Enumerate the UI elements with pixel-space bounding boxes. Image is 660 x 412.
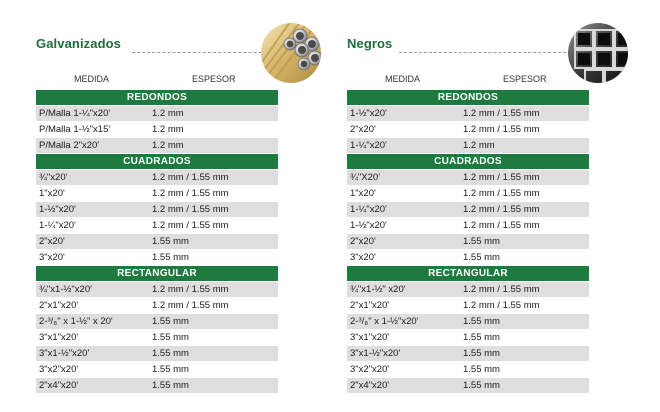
table-row [347, 234, 589, 249]
espesor-cell: 1.2 mm [152, 124, 184, 135]
section-header-cuadrados: CUADRADOS [36, 154, 278, 169]
section-header-cuadrados: CUADRADOS [347, 154, 589, 169]
espesor-cell: 1.2 mm / 1.55 mm [463, 284, 540, 295]
espesor-cell: 1.2 mm / 1.55 mm [152, 204, 229, 215]
espesor-cell: 1.2 mm / 1.55 mm [152, 188, 229, 199]
espesor-cell: 1.55 mm [463, 364, 500, 375]
medida-cell: 3"x1"x20' [350, 332, 390, 343]
table-row [36, 282, 278, 297]
espesor-cell: 1.55 mm [152, 364, 189, 375]
table-row [347, 202, 589, 217]
table-row [347, 186, 589, 201]
galvanizados-panel [36, 0, 328, 412]
espesor-cell: 1.2 mm / 1.55 mm [463, 108, 540, 119]
table-row [347, 106, 589, 121]
table-row [347, 218, 589, 233]
espesor-cell: 1.55 mm [463, 252, 500, 263]
table-row [347, 314, 589, 329]
table-row [36, 138, 278, 153]
medida-cell: ¾"x20' [39, 172, 68, 183]
medida-cell: 2"x4"x20' [350, 380, 390, 391]
espesor-cell: 1.2 mm [152, 108, 184, 119]
espesor-cell: 1.2 mm [152, 140, 184, 151]
medida-cell: 2"x20' [350, 236, 376, 247]
medida-cell: 2-³/₈" x 1-½"x20' [350, 316, 419, 327]
section-header-rectangular: RECTANGULAR [347, 266, 589, 281]
section-header-redondos: REDONDOS [36, 90, 278, 105]
medida-cell: 1"x20' [350, 188, 376, 199]
table-row [347, 330, 589, 345]
espesor-cell: 1.55 mm [152, 252, 189, 263]
medida-cell: 1-½"x20' [39, 204, 76, 215]
medida-cell: P/Malla 2"x20' [39, 140, 100, 151]
espesor-cell: 1.55 mm [152, 332, 189, 343]
table-row [36, 234, 278, 249]
table-row [36, 170, 278, 185]
table-row [36, 106, 278, 121]
section-header-redondos: REDONDOS [347, 90, 589, 105]
medida-cell: 2"x20' [39, 236, 65, 247]
table-row [36, 122, 278, 137]
medida-cell: 1-¼"x20' [350, 204, 387, 215]
espesor-cell: 1.55 mm [463, 380, 500, 391]
negros-panel [347, 0, 639, 412]
medida-cell: 3"x1-½"x20' [39, 348, 90, 359]
table-row [347, 250, 589, 265]
espesor-cell: 1.2 mm / 1.55 mm [463, 172, 540, 183]
medida-cell: 1-½"x20' [350, 220, 387, 231]
col-espesor-header: ESPESOR [503, 74, 547, 84]
table-row [347, 378, 589, 393]
espesor-cell: 1.55 mm [152, 316, 189, 327]
medida-cell: 3"x1"x20' [39, 332, 79, 343]
medida-cell: 1-¼"x20' [350, 140, 387, 151]
medida-cell: 2-³/₈" x 1-½" x 20' [39, 316, 113, 327]
medida-cell: P/Malla 1-¼"x20' [39, 108, 111, 119]
espesor-cell: 1.2 mm / 1.55 mm [463, 204, 540, 215]
table-row [36, 186, 278, 201]
medida-cell: P/Malla 1-½"x15' [39, 124, 111, 135]
medida-cell: 2"x1"x20' [350, 300, 390, 311]
espesor-cell: 1.2 mm [463, 140, 495, 151]
table-row [36, 330, 278, 345]
medida-cell: 3"x20' [39, 252, 65, 263]
medida-cell: ¾"X20' [350, 172, 381, 183]
table-row [347, 298, 589, 313]
medida-cell: ¾"x1-½"x20' [39, 284, 92, 295]
espesor-cell: 1.55 mm [152, 348, 189, 359]
espesor-cell: 1.2 mm / 1.55 mm [152, 172, 229, 183]
medida-cell: 3"x1-½"x20' [350, 348, 401, 359]
medida-cell: 2"x20' [350, 124, 376, 135]
espesor-cell: 1.2 mm / 1.55 mm [463, 124, 540, 135]
panel-title: Negros [347, 36, 393, 51]
medida-cell: 3"x2"x20' [39, 364, 79, 375]
table-row [347, 170, 589, 185]
table-row [36, 202, 278, 217]
title-divider [399, 52, 571, 53]
table-row [347, 282, 589, 297]
medida-cell: 1-½"x20' [350, 108, 387, 119]
espesor-cell: 1.55 mm [463, 348, 500, 359]
table-row [36, 346, 278, 361]
col-espesor-header: ESPESOR [192, 74, 236, 84]
espesor-cell: 1.2 mm / 1.55 mm [463, 220, 540, 231]
product-table [36, 90, 278, 394]
espesor-cell: 1.55 mm [152, 236, 189, 247]
medida-cell: 2"x4"x20' [39, 380, 79, 391]
espesor-cell: 1.2 mm / 1.55 mm [463, 300, 540, 311]
table-row [36, 378, 278, 393]
espesor-cell: 1.2 mm / 1.55 mm [152, 284, 229, 295]
espesor-cell: 1.2 mm / 1.55 mm [152, 220, 229, 231]
table-row [347, 346, 589, 361]
col-medida-header: MEDIDA [74, 74, 110, 84]
column-headers [347, 74, 589, 88]
espesor-cell: 1.55 mm [463, 332, 500, 343]
table-row [347, 362, 589, 377]
medida-cell: 1-¼"x20' [39, 220, 76, 231]
table-row [36, 298, 278, 313]
espesor-cell: 1.55 mm [152, 380, 189, 391]
espesor-cell: 1.2 mm / 1.55 mm [463, 188, 540, 199]
table-row [36, 314, 278, 329]
table-row [36, 218, 278, 233]
medida-cell: 3"x20' [350, 252, 376, 263]
table-row [347, 122, 589, 137]
column-headers [36, 74, 278, 88]
espesor-cell: 1.55 mm [463, 316, 500, 327]
medida-cell: 3"x2"x20' [350, 364, 390, 375]
table-row [36, 250, 278, 265]
medida-cell: 1"x20' [39, 188, 65, 199]
panel-title: Galvanizados [36, 36, 122, 51]
product-table [347, 90, 589, 394]
table-row [347, 138, 589, 153]
espesor-cell: 1.2 mm / 1.55 mm [152, 300, 229, 311]
table-row [36, 362, 278, 377]
section-header-rectangular: RECTANGULAR [36, 266, 278, 281]
espesor-cell: 1.55 mm [463, 236, 500, 247]
medida-cell: ¾"x1-½" x20' [350, 284, 406, 295]
col-medida-header: MEDIDA [385, 74, 421, 84]
medida-cell: 2"x1"x20' [39, 300, 79, 311]
